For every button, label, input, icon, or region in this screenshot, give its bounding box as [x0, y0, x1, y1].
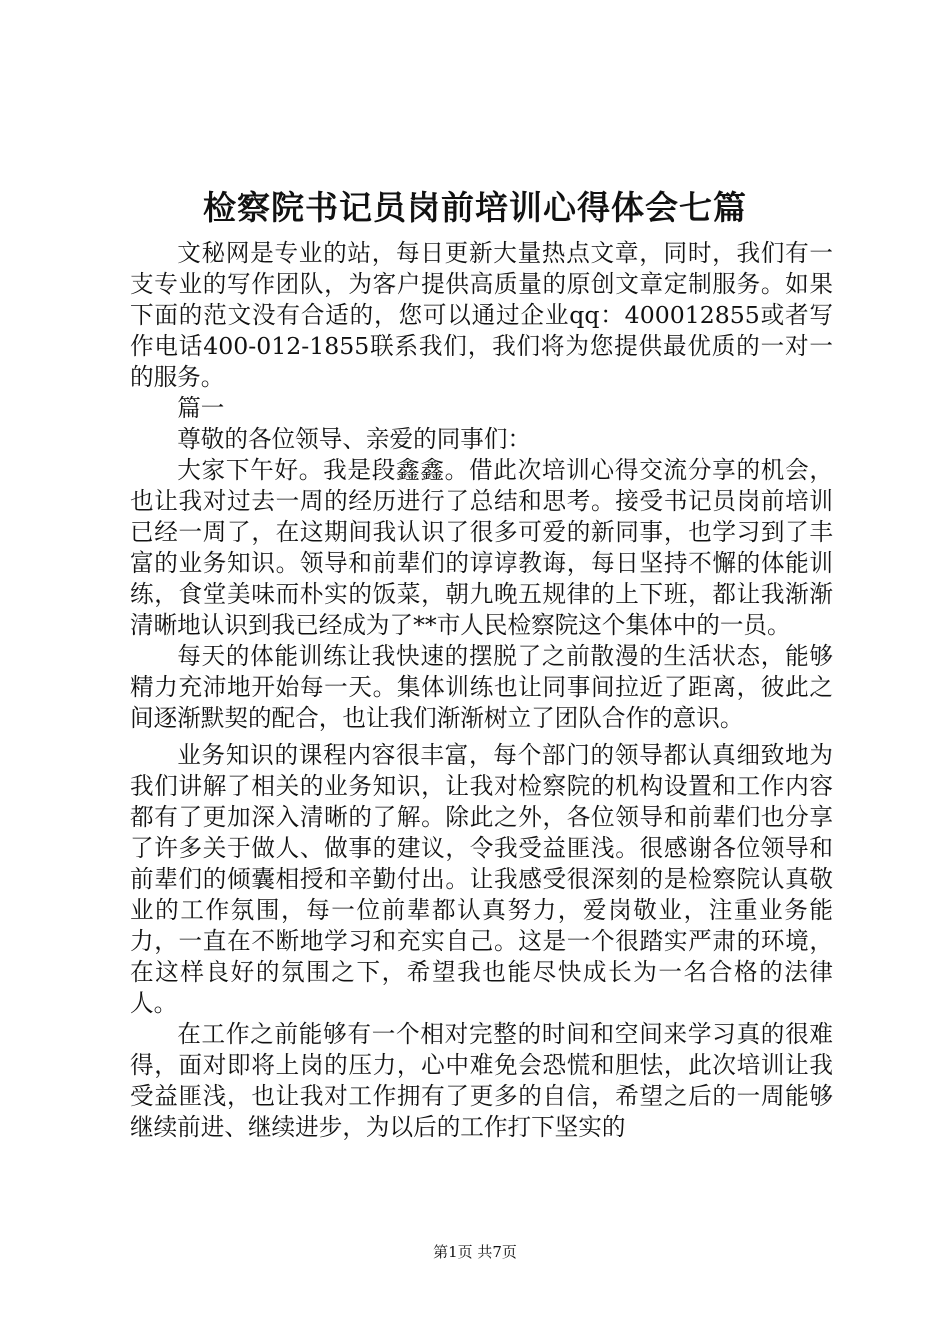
- intro-paragraph: 文秘网是专业的站，每日更新大量热点文章，同时，我们有一支专业的写作团队，为客户提供高质量的原创文章定制服务。如果下面的范文没有合适的，您可以通过企业qq：400012855或者写作电话400-012-1855联系我们，我们将为您提供最优质的一对一的服务。: [130, 239, 833, 391]
- body-paragraph: 大家下午好。我是段鑫鑫。借此次培训心得交流分享的机会，也让我对过去一周的经历进行了总结和思考。接受书记员岗前培训已经一周了，在这期间我认识了很多可爱的新同事，也学习到了丰富的业务知识。领导和前辈们的谆谆教诲，每日坚持不懈的体能训练，食堂美味而朴实的饭菜，朝九晚五规律的上下班，都让我渐渐清晰地认识到我已经成为了**市人民检察院这个集体中的一员。: [130, 456, 833, 639]
- body-paragraph: 业务知识的课程内容很丰富，每个部门的领导都认真细致地为我们讲解了相关的业务知识，让我对检察院的机构设置和工作内容都有了更加深入清晰的了解。除此之外，各位领导和前辈们也分享了许多关于做人、做事的建议，令我受益匪浅。很感谢各位领导和前辈们的倾囊相授和辛勤付出。让我感受很深刻的是检察院认真敬业的工作氛围，每一位前辈都认真努力，爱岗敬业，注重业务能力，一直在不断地学习和充实自己。这是一个很踏实严肃的环境，在这样良好的氛围之下，希望我也能尽快成长为一名合格的法律人。: [130, 741, 833, 1017]
- document-body: [130, 238, 833, 1143]
- body-paragraph: 在工作之前能够有一个相对完整的时间和空间来学习真的很难得，面对即将上岗的压力，心中难免会恐慌和胆怯，此次培训让我受益匪浅，也让我对工作拥有了更多的自信，希望之后的一周能够继续前进、继续进步，为以后的工作打下坚实的: [130, 1020, 833, 1141]
- page-footer: 第1页 共7页: [433, 1243, 517, 1261]
- document-title: 检察院书记员岗前培训心得体会七篇: [203, 188, 747, 227]
- section-heading: 篇一: [177, 394, 225, 422]
- salutation: 尊敬的各位领导、亲爱的同事们：: [177, 425, 532, 453]
- body-paragraph: 每天的体能训练让我快速的摆脱了之前散漫的生活状态，能够精力充沛地开始每一天。集体训练也让同事间拉近了距离，彼此之间逐渐默契的配合，也让我们渐渐树立了团队合作的意识。: [130, 642, 833, 732]
